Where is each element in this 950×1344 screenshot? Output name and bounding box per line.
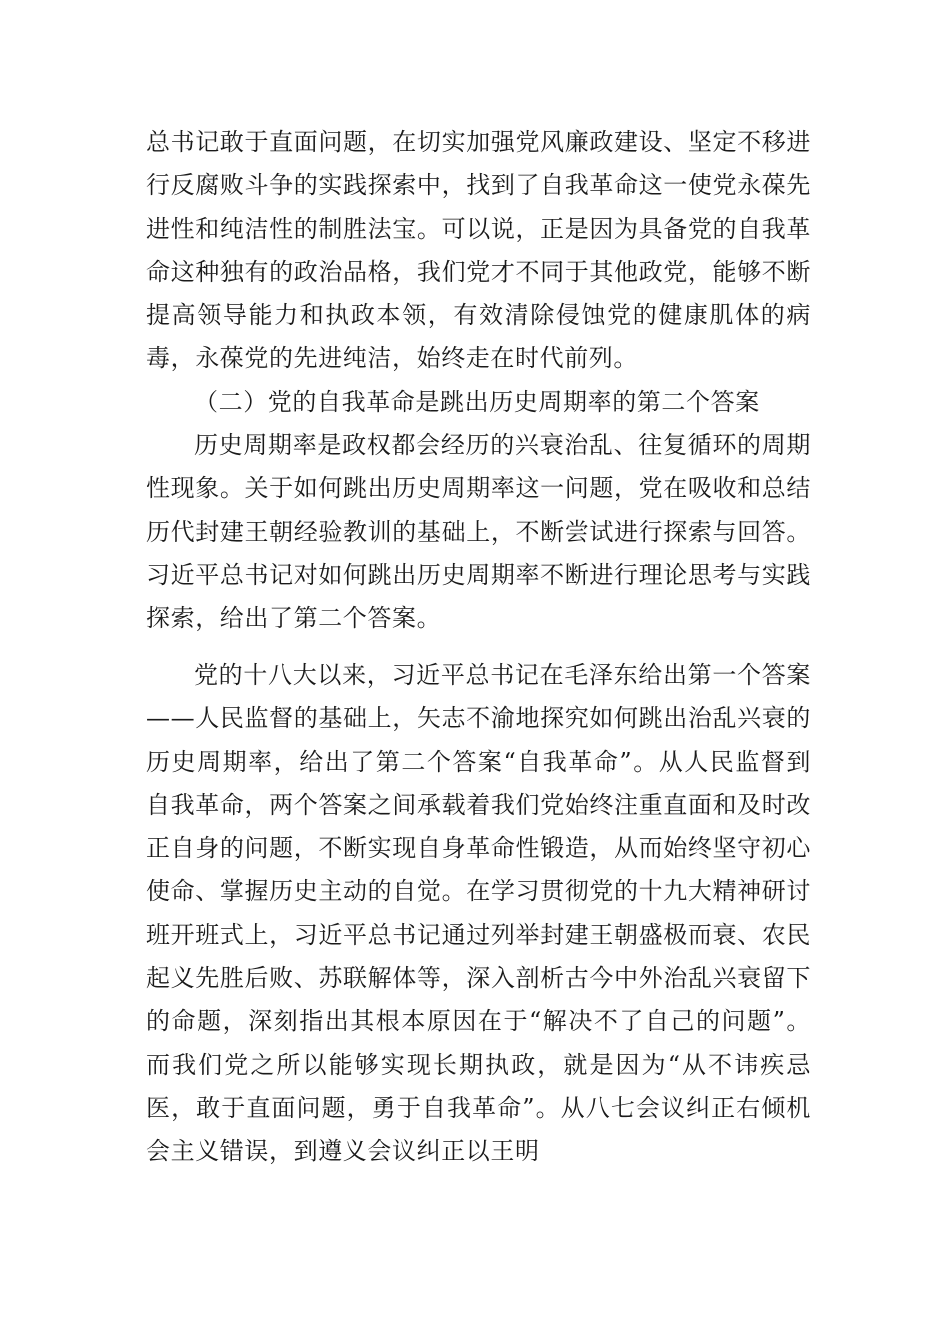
section-heading: （二）党的自我革命是跳出历史周期率的第二个答案 <box>194 388 760 416</box>
paragraph-history-cycle <box>146 424 811 640</box>
paragraph-text: 历史周期率是政权都会经历的兴衰治乱、往复循环的周期性现象。关于如何跳出历史周期率这一问题，党在吸收和总结历代封建王朝经验教训的基础上，不断尝试进行探索与回答。习近平总书记对如何跳出历史周期率不断进行理论思考与实践探索，给出了第二个答案。 <box>146 431 811 633</box>
paragraph-eighteenth-congress <box>146 654 811 1174</box>
paragraph-text: 总书记敢于直面问题，在切实加强党风廉政建设、坚定不移进行反腐败斗争的实践探索中，找到了自我革命这一使党永葆先进性和纯洁性的制胜法宝。可以说，正是因为具备党的自我革命这种独有的政治品格，我们党才不同于其他政党，能够不断提高领导能力和执政本领，有效清除侵蚀党的健康肌体的病毒，永葆党的先进纯洁，始终走在时代前列。 <box>146 128 811 373</box>
paragraph-continued <box>146 121 811 381</box>
paragraph-text: 党的十八大以来，习近平总书记在毛泽东给出第一个答案——人民监督的基础上，矢志不渝地探究如何跳出治乱兴衰的历史周期率，给出了第二个答案“自我革命”。从人民监督到自我革命，两个答案之间承载着我们党始终注重直面和及时改正自身的问题，不断实现自身革命性锻造，从而始终坚守初心使命、掌握历史主动的自觉。在学习贯彻党的十九大精神研讨班开班式上，习近平总书记通过列举封建王朝盛极而衰、农民起义先胜后败、苏联解体等，深入剖析古今中外治乱兴衰留下的命题，深刻指出其根本原因在于“解决不了自己的问题”。而我们党之所以能够实现长期执政，就是因为“从不讳疾忌医，敢于直面问题，勇于自我革命”。从八七会议纠正右倾机会主义错误，到遵义会议纠正以王明 <box>146 661 811 1166</box>
